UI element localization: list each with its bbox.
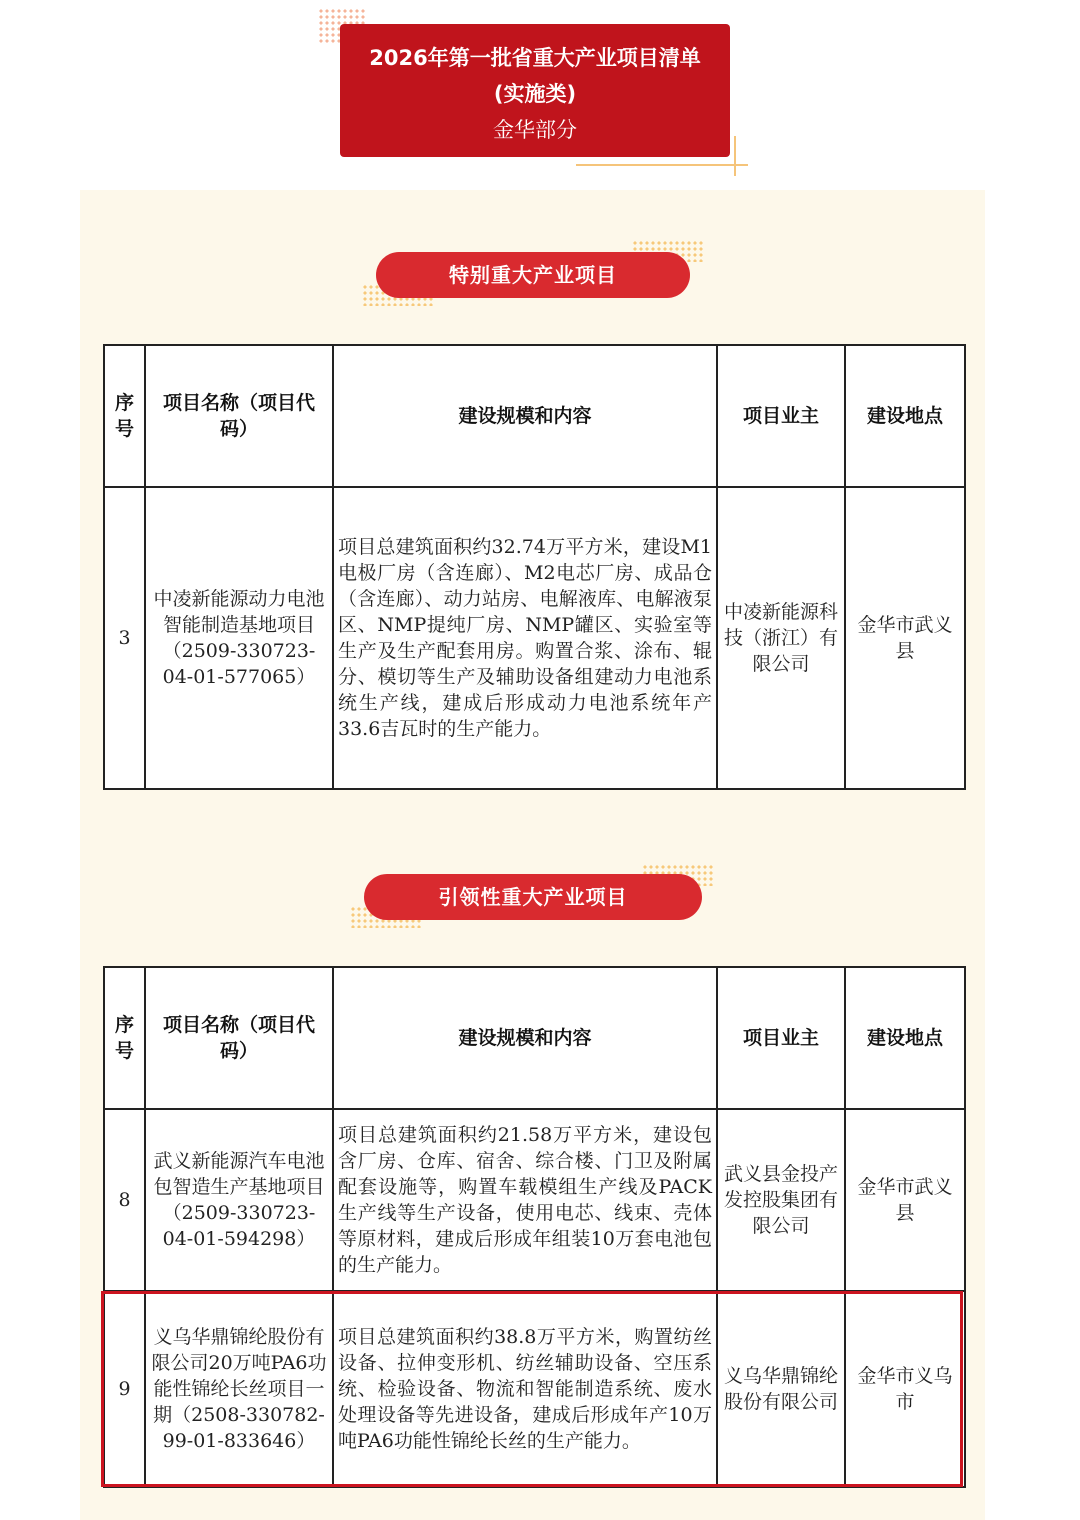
col-header-owner: 项目业主 <box>717 345 845 487</box>
col-header-name: 项目名称（项目代码） <box>145 345 333 487</box>
cell-owner: 义乌华鼎锦纶股份有限公司 <box>717 1291 845 1487</box>
cell-no: 9 <box>104 1291 145 1487</box>
cell-owner: 中凌新能源科技（浙江）有限公司 <box>717 487 845 789</box>
cell-no: 8 <box>104 1109 145 1291</box>
project-table-special <box>103 344 966 790</box>
table-header-row <box>104 345 965 487</box>
table-row <box>104 487 965 789</box>
decor-line <box>734 136 736 176</box>
decor-line <box>576 164 748 166</box>
project-table-leading <box>103 966 966 1488</box>
col-header-no: 序号 <box>104 967 145 1109</box>
page-region: 金华部分 <box>493 118 577 142</box>
cell-name: 武义新能源汽车电池包智造生产基地项目（2509-330723-04-01-594298） <box>145 1109 333 1291</box>
col-header-location: 建设地点 <box>845 967 965 1109</box>
cell-owner: 武义县金投产发控股集团有限公司 <box>717 1109 845 1291</box>
cell-content: 项目总建筑面积约21.58万平方米，建设包含厂房、仓库、宿舍、综合楼、门卫及附属配套设施等，购置车载模组生产线及PACK生产线等生产设备，使用电芯、线束、壳体等原材料，建成后形成年组装10万套电池包的生产能力。 <box>333 1109 717 1291</box>
section-label-special: 特别重大产业项目 <box>376 252 690 298</box>
col-header-content: 建设规模和内容 <box>333 345 717 487</box>
col-header-name: 项目名称（项目代码） <box>145 967 333 1109</box>
col-header-location: 建设地点 <box>845 345 965 487</box>
section-label-leading: 引领性重大产业项目 <box>364 874 702 920</box>
col-header-no: 序号 <box>104 345 145 487</box>
table-row <box>104 1109 965 1291</box>
cell-name: 中凌新能源动力电池智能制造基地项目（2509-330723-04-01-577065） <box>145 487 333 789</box>
table-header-row <box>104 967 965 1109</box>
page-title: 2026年第一批省重大产业项目清单 <box>369 46 701 70</box>
col-header-content: 建设规模和内容 <box>333 967 717 1109</box>
table-row <box>104 1291 965 1487</box>
cell-no: 3 <box>104 487 145 789</box>
page-title-box <box>340 24 730 157</box>
col-header-owner: 项目业主 <box>717 967 845 1109</box>
cell-name: 义乌华鼎锦纶股份有限公司20万吨PA6功能性锦纶长丝项目一期（2508-330782-99-01-833646） <box>145 1291 333 1487</box>
cell-location: 金华市武义县 <box>845 1109 965 1291</box>
cell-content: 项目总建筑面积约38.8万平方米，购置纺丝设备、拉伸变形机、纺丝辅助设备、空压系统、检验设备、物流和智能制造系统、废水处理设备等先进设备，建成后形成年产10万吨PA6功能性锦纶长丝的生产能力。 <box>333 1291 717 1487</box>
cell-location: 金华市义乌市 <box>845 1291 965 1487</box>
cell-content: 项目总建筑面积约32.74万平方米，建设M1电极厂房（含连廊）、M2电芯厂房、成品仓（含连廊）、动力站房、电解液库、电解液泵区、NMP提纯厂房、NMP罐区、实验室等生产及生产配套用房。购置合浆、涂布、辊分、模切等生产及辅助设备组建动力电池系统生产线，建成后形成动力电池系统年产33.6吉瓦时的生产能力。 <box>333 487 717 789</box>
page-subtitle: (实施类) <box>493 82 577 106</box>
cell-location: 金华市武义县 <box>845 487 965 789</box>
